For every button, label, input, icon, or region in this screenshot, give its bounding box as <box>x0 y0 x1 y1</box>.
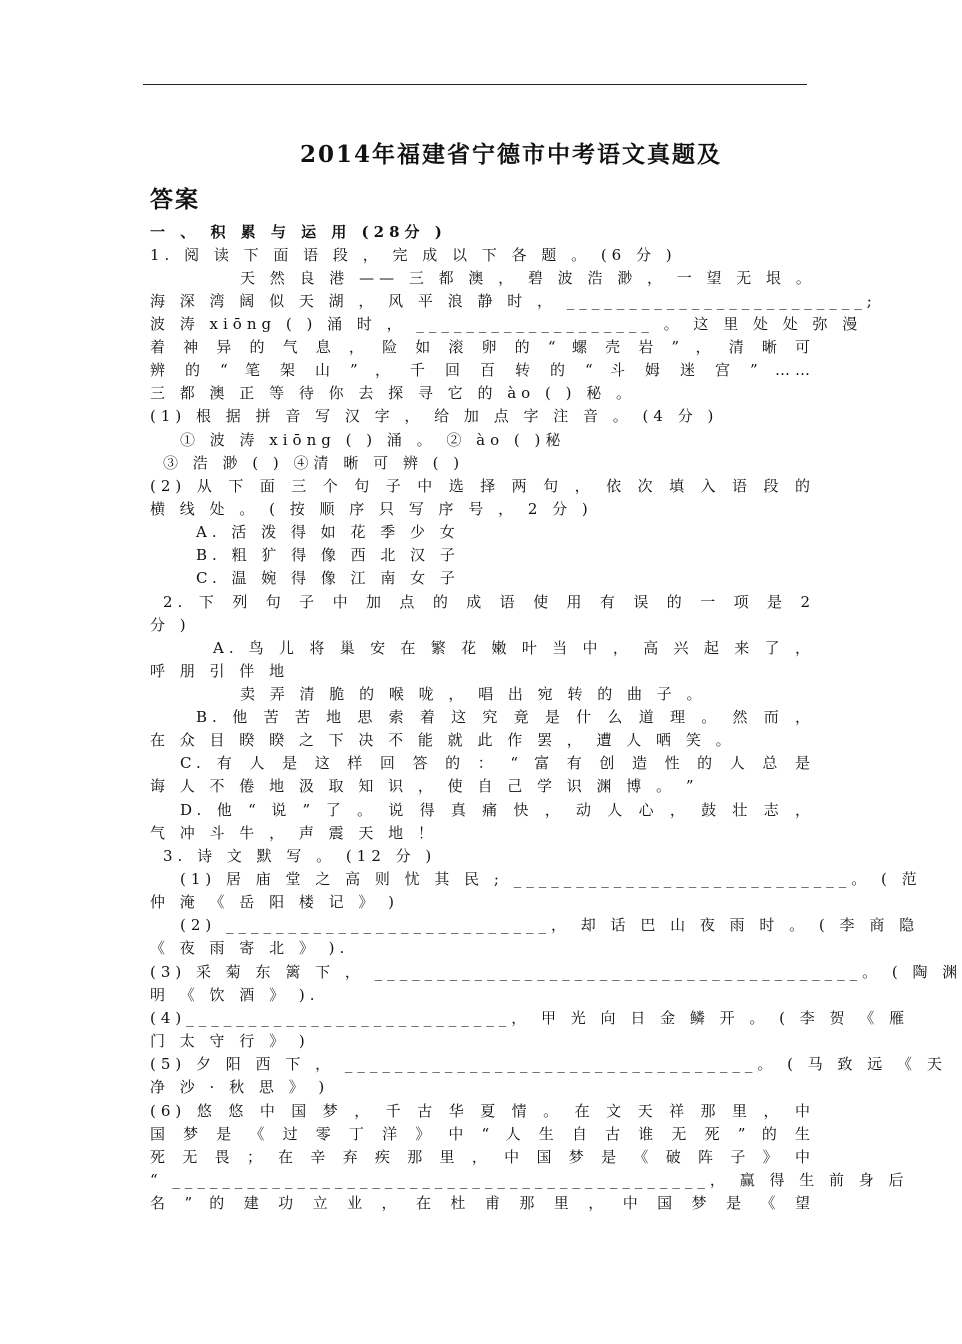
option-d: D. 他 “ 说 ” 了 。 说 得 真 痛 快 ， 动 人 心 ， 鼓 壮 志 ， <box>180 801 815 819</box>
option-b: 在 众 目 睽 睽 之 下 决 不 能 就 此 作 罢 ， 遭 人 哂 笑 。 <box>150 731 736 749</box>
poem-item: (4)__________________________， 甲 光 向 日 金 鳞 开 。 ( 李 贺 《 雁 <box>150 1009 910 1027</box>
question-2-heading: 2. 下 列 句 子 中 加 点 的 成 语 使 用 有 误 的 一 项 是 2 <box>163 593 815 611</box>
answer-item: ① 波 涛 xiōng ( ) 涌 。 ② ào ( )秘 <box>180 431 566 449</box>
option-c: 诲 人 不 倦 地 汲 取 知 识 ， 使 自 己 学 识 渊 博 。 ” <box>150 777 699 795</box>
poem-item: 净 沙 · 秋 思 》 ) <box>150 1078 330 1096</box>
poem-item: “ ___________________________________________， 赢 得 生 前 身 后 <box>150 1171 909 1189</box>
option-a: 呼 朋 引 伴 地 <box>150 662 290 680</box>
poem-item: 仲 淹 《 岳 阳 楼 记 》 ) <box>150 893 399 911</box>
passage-line: 波 涛 xiōng ( ) 涌 时 ， ___________________ 。 这 里 处 处 弥 漫 <box>150 315 863 333</box>
poem-item: (3) 采 菊 东 篱 下 ， _______________________________________。 ( 陶 渊 <box>150 963 962 981</box>
poem-item: (2) __________________________， 却 话 巴 山 夜 雨 时 。 ( 李 商 隐 <box>180 916 920 934</box>
option-c: C. 温 婉 得 像 江 南 女 子 <box>196 569 460 587</box>
passage-line: 辨 的 “ 笔 架 山 ” ， 千 回 百 转 的 “ 斗 姆 迷 宫 ” …… <box>150 361 815 379</box>
option-b: B. 粗 犷 得 像 西 北 汉 子 <box>196 546 460 564</box>
poem-item: 明 《 饮 酒 》 ). <box>150 986 320 1004</box>
poem-item: 门 太 守 行 》 ) <box>150 1032 310 1050</box>
sub-question: (2) 从 下 面 三 个 句 子 中 选 择 两 句 ， 依 次 填 入 语 段 的 <box>150 477 815 495</box>
answer-item: ③ 浩 渺 ( ) ④清 晰 可 辨 ( ) <box>163 454 465 472</box>
poem-item: (6) 悠 悠 中 国 梦 ， 千 古 华 夏 情 。 在 文 天 祥 那 里 ， 中 <box>150 1102 815 1120</box>
page-title: 2014年福建省宁德市中考语文真题及 <box>300 141 723 168</box>
question-2-heading: 分 ) <box>150 616 191 634</box>
header-rule <box>143 84 807 85</box>
passage-line: 海 深 湾 阔 似 天 湖 ， 风 平 浪 静 时 ， ________________________; <box>150 292 877 310</box>
option-d: 气 冲 斗 牛 ， 声 震 天 地 ！ <box>150 824 438 842</box>
poem-item: (1) 居 庙 堂 之 高 则 忧 其 民 ; ___________________________。 ( 范 <box>180 870 922 888</box>
option-a: 卖 弄 清 脆 的 喉 咙 ， 唱 出 宛 转 的 曲 子 。 <box>240 685 707 703</box>
page-title-continued: 答案 <box>150 186 200 213</box>
sub-question: 横 线 处 。 ( 按 顺 序 只 写 序 号 ， 2 分 ) <box>150 500 593 518</box>
poem-item: 国 梦 是 《 过 零 丁 洋 》 中 “ 人 生 自 古 谁 无 死 ” 的 生 <box>150 1125 815 1143</box>
poem-item: 死 无 畏 ； 在 辛 弃 疾 那 里 ， 中 国 梦 是 《 破 阵 子 》 中 <box>150 1148 815 1166</box>
poem-item: 《 夜 雨 寄 北 》 ). <box>150 939 350 957</box>
poem-item: 名 ” 的 建 功 立 业 ， 在 杜 甫 那 里 ， 中 国 梦 是 《 望 <box>150 1194 815 1212</box>
option-b: B. 他 苦 苦 地 思 索 着 这 究 竟 是 什 么 道 理 。 然 而 ， <box>196 708 815 726</box>
poem-item: (5) 夕 阳 西 下 ， _________________________________。 ( 马 致 远 《 天 <box>150 1055 947 1073</box>
question-3-heading: 3. 诗 文 默 写 。 (12 分 ) <box>163 847 437 865</box>
sub-question: (1) 根 据 拼 音 写 汉 字 ， 给 加 点 字 注 音 。 (4 分 ) <box>150 407 719 425</box>
passage-line: 着 神 异 的 气 息 ， 险 如 滚 卵 的 “ 螺 壳 岩 ” ， 清 晰 可 <box>150 338 815 356</box>
question-1-heading: 1. 阅 读 下 面 语 段 ， 完 成 以 下 各 题 。 (6 分 ) <box>150 246 677 264</box>
option-a: A. 活 泼 得 如 花 季 少 女 <box>196 523 460 541</box>
section-heading: 一 、 积 累 与 运 用 (28分 ) <box>150 223 447 241</box>
passage-line: 三 都 澳 正 等 待 你 去 探 寻 它 的 ào ( ) 秘 。 <box>150 384 636 402</box>
option-a: A. 鸟 儿 将 巢 安 在 繁 花 嫩 叶 当 中 ， 高 兴 起 来 了 ， <box>213 639 815 657</box>
passage-line: 天 然 良 港 —— 三 都 澳 ， 碧 波 浩 渺 ， 一 望 无 垠 。 <box>240 269 816 287</box>
option-c: C. 有 人 是 这 样 回 答 的 ： “ 富 有 创 造 性 的 人 总 是 <box>180 754 815 772</box>
